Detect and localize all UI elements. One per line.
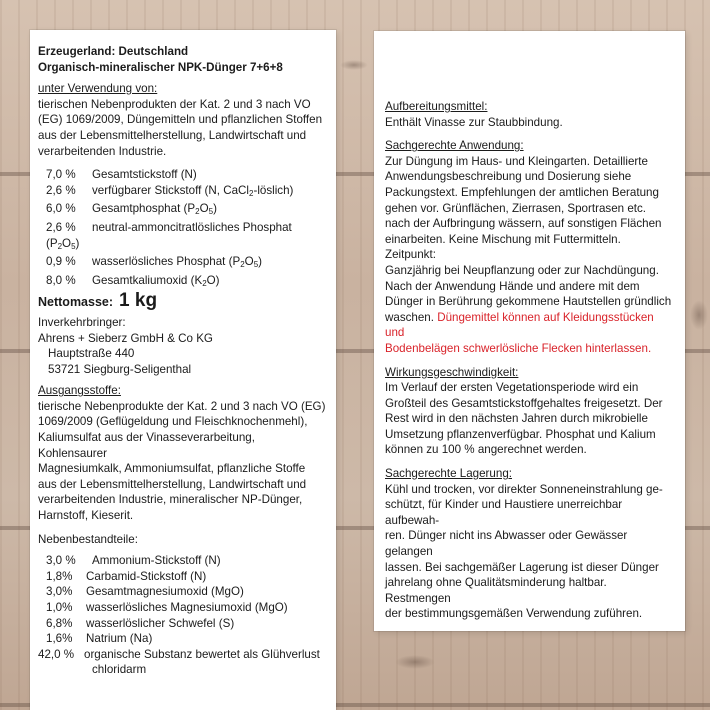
application-line: nach der Aufbringung wässern, auf sonstigen Flächen	[385, 217, 662, 231]
application-line: Dünger in Berührung gekommene Hautstellen gründlich	[385, 295, 672, 309]
net-mass-value: 1 kg	[119, 290, 158, 312]
raw-materials-line: verarbeitenden Industrie, mineralischer NP-Dünger,	[38, 493, 303, 507]
stain-warning-line: Bodenbelägen schwerlösliche Flecken hinterlassen.	[385, 341, 652, 355]
use-text-line: tierischen Nebenprodukten der Kat. 2 und 3 nach VO	[38, 97, 311, 111]
nutrient-item: 2,6 % verfügbarer Stickstoff (N, CaCl$_2$-löslich)	[46, 183, 294, 198]
side-component-item: 3,0 % Ammonium-Stickstoff (N)	[46, 554, 221, 568]
nutrient-item: 7,0 % Gesamtstickstoff (N)	[46, 168, 197, 182]
application-line: waschen. Düngemittel können auf Kleidungsstücken und	[385, 310, 654, 340]
prep-text: Enthält Vinasse zur Staubbindung.	[385, 115, 563, 129]
effect-speed-line: Im Verlauf der ersten Vegetationsperiode wird ein	[385, 381, 639, 395]
use-heading: unter Verwendung von:	[38, 82, 158, 96]
nutrient-item: 0,9 % wasserlösliches Phosphat $(P_2O_5)$	[46, 255, 263, 270]
side-components-heading: Nebenbestandteile:	[38, 532, 138, 546]
raw-materials-line: Harnstoff, Kieserit.	[38, 509, 134, 523]
prep-heading: Aufbereitungsmittel:	[385, 100, 488, 113]
country-of-origin: Erzeugerland: Deutschland	[38, 45, 189, 58]
wood-knot	[340, 60, 368, 70]
side-component-item: 6,8% wasserlöslicher Schwefel (S)	[46, 616, 235, 630]
nutrient-item: 6,0 % Gesamtphosphat $(P_2O_5)$	[46, 202, 217, 217]
distributor-street: Hauptstraße 440	[48, 347, 135, 361]
side-component-item: 1,6% Natrium (Na)	[46, 632, 153, 646]
storage-line: jahrelang ohne Qualitätsminderung haltbar. Restmengen	[385, 576, 607, 605]
net-mass-label: Nettomasse:	[38, 295, 114, 310]
raw-materials-line: 1069/2009 (Geflügeldung und Fleischknochenmehl),	[38, 415, 308, 429]
side-component-item: 42,0 % organische Substanz bewertet als Glühverlust	[38, 647, 320, 661]
effect-speed-line: Rest wird in den nächsten Jahren durch mikrobielle	[385, 412, 648, 426]
application-line: Anwendungsbeschreibung und Dosierung siehe	[385, 170, 632, 184]
distributor-heading: Inverkehrbringer:	[38, 315, 126, 329]
nutrient-list	[38, 167, 326, 291]
storage-line: schützt, für Kinder und Haustiere unerreichbar aufbewah-	[385, 498, 623, 527]
raw-materials-line: tierische Nebenprodukte der Kat. 2 und 3 nach VO (EG)	[38, 399, 326, 413]
application-line: einarbeiten. Keine Mischung mit Futtermitteln. Zeitpunkt:	[385, 232, 621, 262]
application-line: Ganzjährig bei Neupflanzung oder zur Nachdüngung.	[385, 263, 659, 277]
storage-line: lassen. Bei sachgemäßer Lagerung ist dieser Dünger	[385, 560, 659, 574]
storage-line: der bestimmungsgemäßen Verwendung zuführen.	[385, 607, 643, 621]
label-card-right	[374, 31, 685, 631]
label-card-left	[30, 30, 336, 710]
application-line: Packungstext. Empfehlungen der amtlichen Beratung	[385, 185, 659, 199]
use-text-line: (EG) 1069/2009, Düngemitteln und pflanzlichen Stoffen	[38, 113, 323, 127]
wood-knot	[395, 655, 435, 669]
storage-heading: Sachgerechte Lagerung:	[385, 467, 512, 481]
distributor-name: Ahrens + Sieberz GmbH & Co KG	[38, 331, 213, 345]
side-components-list	[38, 553, 326, 678]
raw-materials-line: aus der Lebensmittelherstellung, Landwirtschaft und	[38, 477, 307, 491]
nutrient-item: 8,0 % Gesamtkaliumoxid $(K_2O)$	[46, 273, 220, 288]
raw-materials-heading: Ausgangsstoffe:	[38, 384, 121, 398]
effect-speed-line: können zu 100 % angerechnet werden.	[385, 443, 587, 457]
effect-speed-line: Umsetzung pflanzenverfügbar. Phosphat und Kalium	[385, 427, 656, 441]
application-heading: Sachgerechte Anwendung:	[385, 139, 524, 153]
side-component-item: 3,0% Gesamtmagnesiumoxid (MgO)	[46, 585, 244, 599]
side-component-item: 1,0% wasserlösliches Magnesiumoxid (MgO)	[46, 601, 288, 614]
nutrient-item: 2,6 % neutral-ammoncitratlösliches Phosphat $(P_2O_5)$	[46, 220, 292, 251]
raw-materials-line: Magnesiumkalk, Ammoniumsulfat, pflanzliche Stoffe	[38, 462, 306, 476]
net-mass	[38, 290, 326, 312]
effect-speed-heading: Wirkungsgeschwindigkeit:	[385, 365, 519, 379]
use-text-line: aus der Lebensmittelherstellung, Landwirtschaft und	[38, 128, 307, 142]
storage-line: Kühl und trocken, vor direkter Sonneneinstrahlung ge-	[385, 482, 663, 496]
application-line: Zur Düngung im Haus- und Kleingarten. Detaillierte	[385, 154, 648, 168]
application-line: Nach der Anwendung Hände und andere mit dem	[385, 279, 640, 293]
application-line: gehen vor. Grünflächen, Zierrasen, Sportrasen etc.	[385, 201, 647, 215]
storage-line: ren. Dünger nicht ins Abwasser oder Gewässer gelangen	[385, 529, 628, 559]
side-component-item: chloridarm	[92, 663, 147, 677]
effect-speed-line: Großteil des Gesamtstickstoffgehaltes freigesetzt. Der	[385, 396, 663, 410]
distributor-city: 53721 Siegburg-Seligenthal	[48, 362, 192, 376]
side-component-item: 1,8% Carbamid-Stickstoff (N)	[46, 569, 207, 583]
wood-knot	[690, 300, 708, 330]
stain-warning: Düngemittel können auf Kleidungsstücken und	[385, 310, 654, 340]
product-name: Organisch-mineralischer NPK-Dünger 7+6+8	[38, 60, 283, 74]
raw-materials-line: Kaliumsulfat aus der Vinasseverarbeitung, Kohlensaurer	[38, 431, 255, 460]
use-text-line: verarbeitenden Industrie.	[38, 144, 167, 158]
